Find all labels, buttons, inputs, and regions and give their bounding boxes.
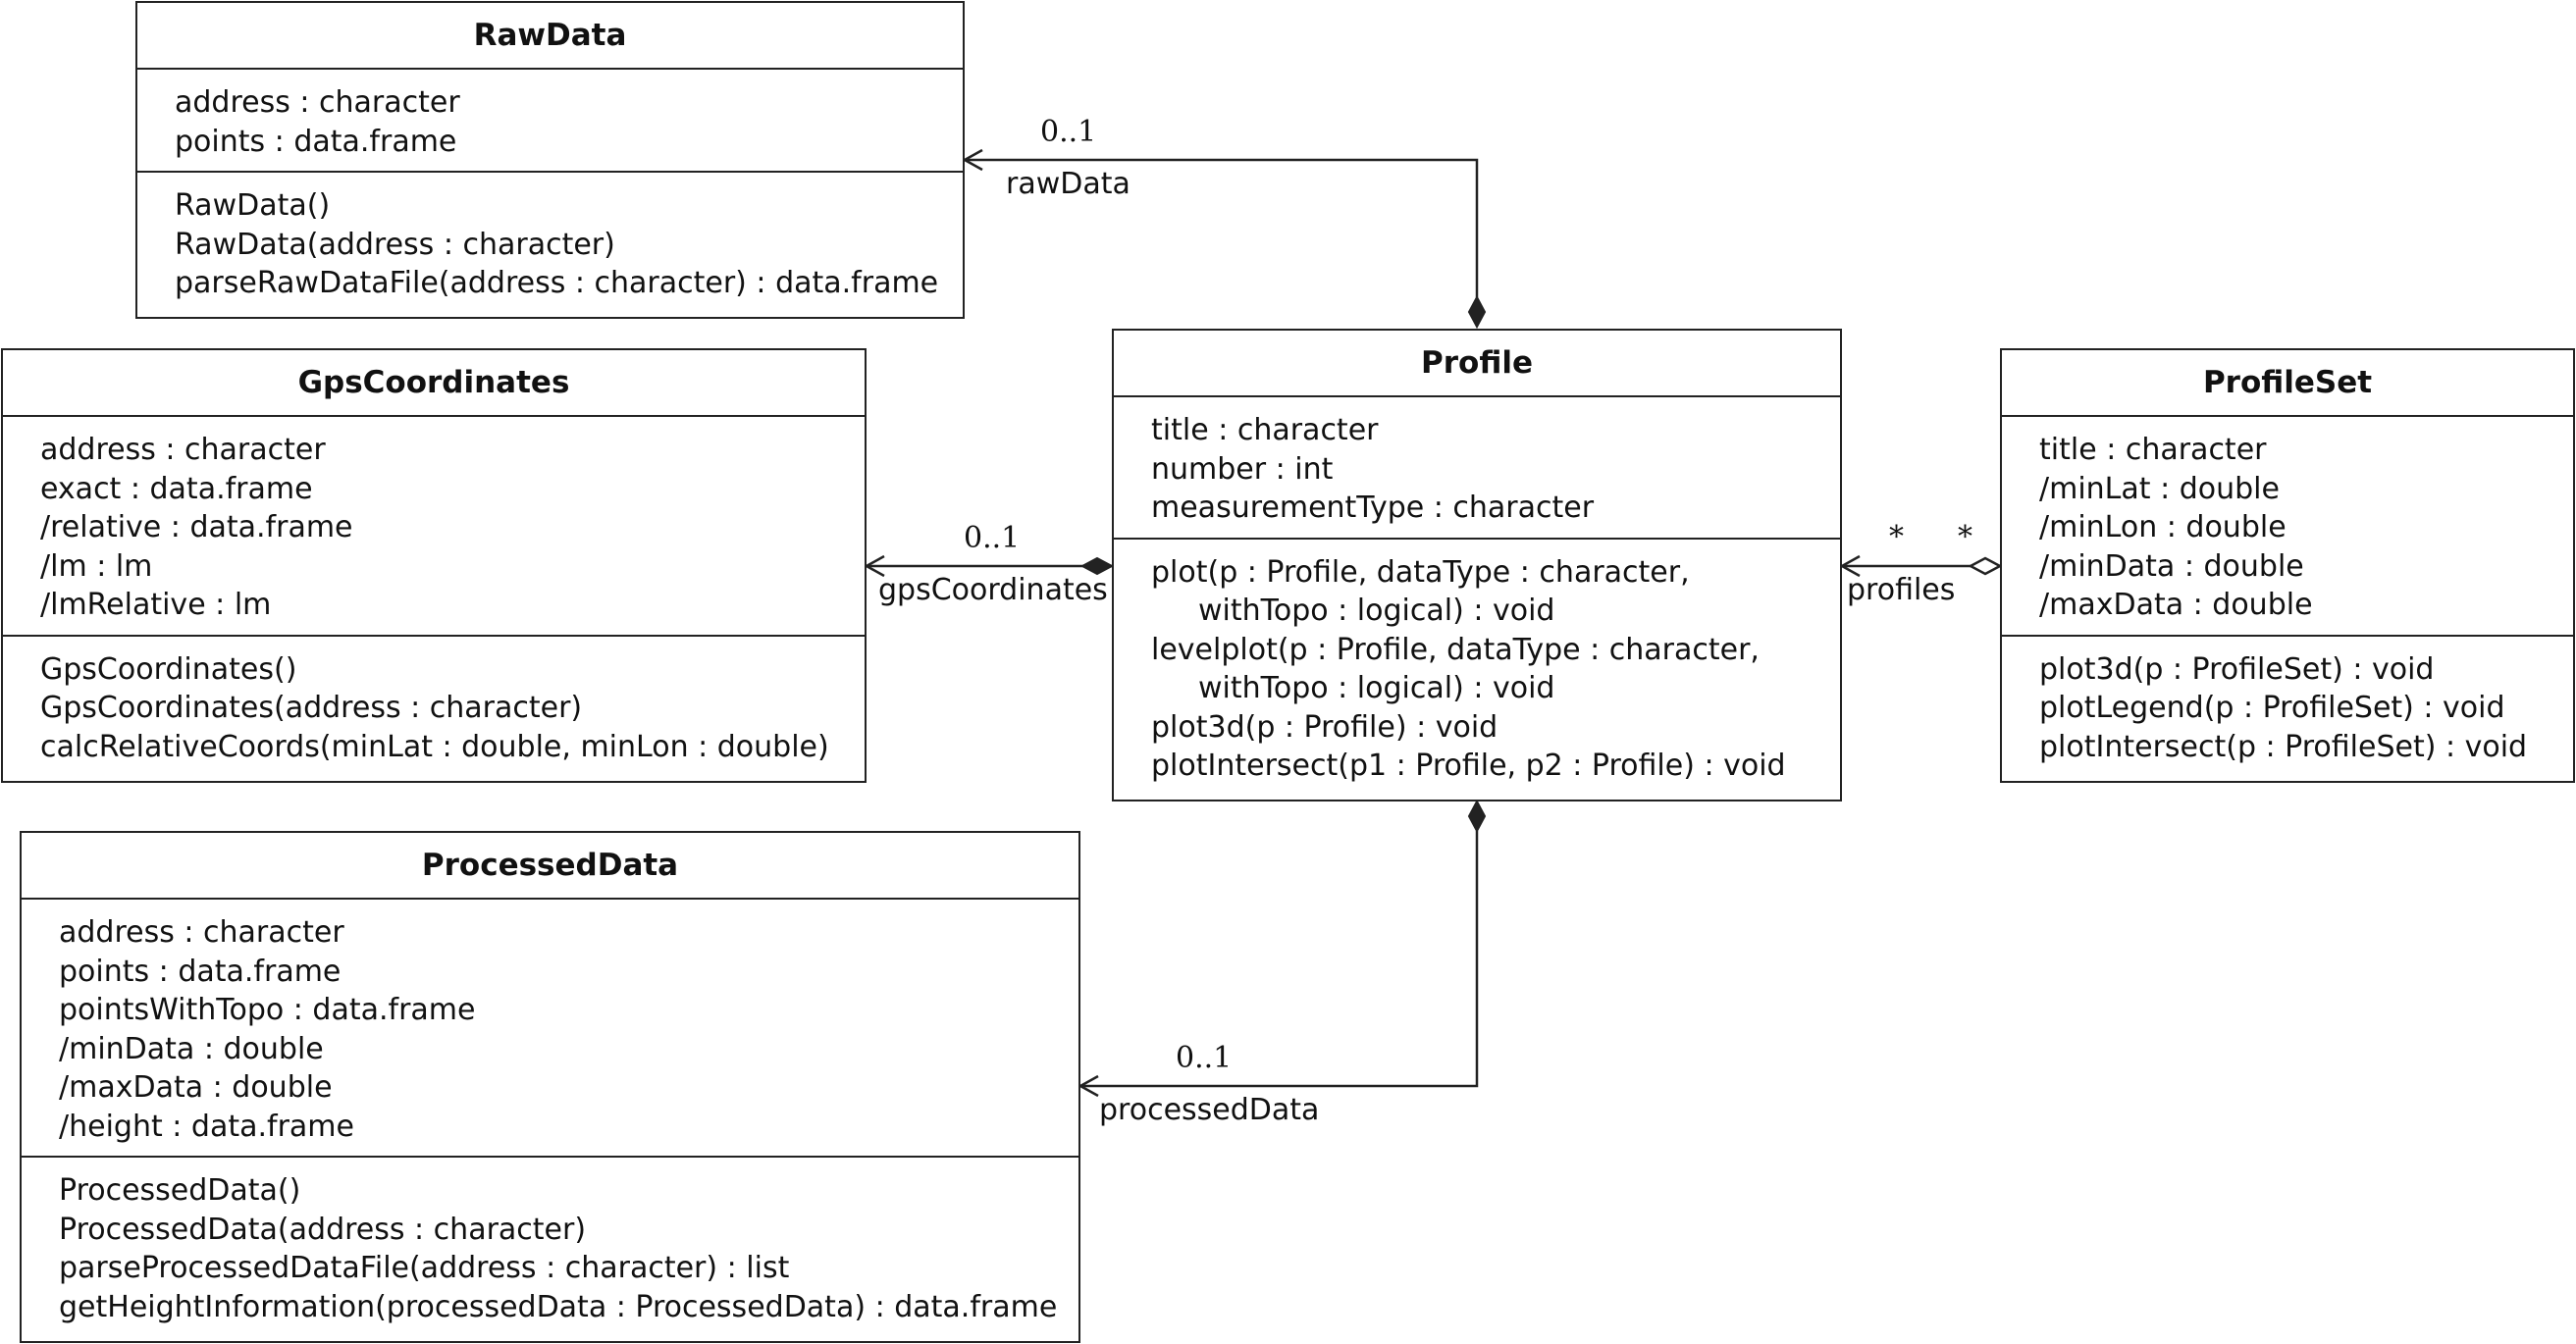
rawdata-multiplicity: 0..1 (1040, 115, 1097, 149)
attribute: number : int (1151, 451, 1334, 487)
attribute: exact : data.frame (40, 471, 313, 506)
operation: plotIntersect(p : ProfileSet) : void (2039, 729, 2528, 764)
attribute: /lmRelative : lm (40, 588, 272, 622)
attribute: points : data.frame (175, 124, 457, 159)
rawdata-role-label: rawData (1006, 167, 1130, 201)
profiles-source-multiplicity: * (1958, 520, 1972, 554)
attribute: /minData : double (2039, 548, 2304, 584)
class-name: GpsCoordinates (3, 350, 865, 417)
operation: levelplot(p : Profile, dataType : character, (1151, 632, 1760, 667)
attribute: /height : data.frame (59, 1109, 354, 1144)
attribute: pointsWithTopo : data.frame (59, 993, 476, 1027)
processed-multiplicity: 0..1 (1176, 1041, 1233, 1075)
class-processeddata (20, 831, 1080, 1343)
attribute: title : character (1151, 413, 1379, 447)
attribute: /minLat : double (2039, 471, 2280, 506)
rawdata-composition-diamond (1469, 297, 1485, 327)
gps-multiplicity: 0..1 (964, 521, 1021, 555)
class-profileset (2000, 348, 2575, 783)
operation: ProcessedData(address : character) (59, 1212, 587, 1247)
processed-role-label: processedData (1099, 1093, 1320, 1127)
class-gpscoordinates (1, 348, 867, 783)
operations-section (2002, 637, 2573, 777)
operation: getHeightInformation(processedData : ProcessedData) : data.frame (59, 1289, 1058, 1324)
attributes-section (22, 900, 1078, 1158)
attributes-section (2002, 417, 2573, 637)
class-name: Profile (1114, 331, 1840, 397)
operations-section (22, 1158, 1078, 1336)
operation: GpsCoordinates() (40, 651, 297, 687)
operations-section (137, 173, 963, 313)
class-profile (1112, 329, 1842, 801)
operations-section (1114, 540, 1840, 796)
operation: parseRawDataFile(address : character) : data.frame (175, 266, 939, 300)
operation: plotLegend(p : ProfileSet) : void (2039, 691, 2505, 725)
operation: GpsCoordinates(address : character) (40, 691, 583, 725)
profiles-aggregation-diamond (1971, 558, 2000, 574)
operation: plot3d(p : ProfileSet) : void (2039, 651, 2435, 687)
gps-composition-diamond (1082, 558, 1112, 574)
operation: plotIntersect(p1 : Profile, p2 : Profile) : void (1151, 749, 1786, 783)
operation: parseProcessedDataFile(address : character) : list (59, 1251, 790, 1285)
class-name: ProfileSet (2002, 350, 2573, 417)
attribute: /maxData : double (2039, 588, 2313, 622)
attributes-section (3, 417, 865, 637)
processed-composition-diamond (1469, 801, 1485, 831)
profiles-role-label: profiles (1847, 573, 1956, 607)
processed-association-line (1080, 831, 1477, 1086)
class-rawdata (135, 1, 965, 319)
operation: ProcessedData() (59, 1173, 301, 1208)
operation: calcRelativeCoords(minLat : double, minLon : double) (40, 729, 829, 764)
class-name: ProcessedData (22, 833, 1078, 900)
operation: RawData(address : character) (175, 227, 615, 262)
operation: plot3d(p : Profile) : void (1151, 709, 1498, 745)
class-name: RawData (137, 3, 963, 70)
gps-role-label: gpsCoordinates (878, 573, 1108, 607)
attribute: /minData : double (59, 1031, 324, 1066)
profiles-target-multiplicity: * (1889, 520, 1904, 554)
attribute: /lm : lm (40, 548, 153, 584)
attribute: measurementType : character (1151, 491, 1595, 525)
attribute: title : character (2039, 433, 2267, 467)
operation: plot(p : Profile, dataType : character, (1151, 554, 1690, 590)
attribute: address : character (59, 915, 344, 950)
attribute: address : character (175, 85, 460, 120)
attribute: points : data.frame (59, 954, 342, 989)
operations-section (3, 637, 865, 777)
operation-continuation: withTopo : logical) : void (1198, 594, 1555, 628)
attribute: /relative : data.frame (40, 510, 353, 544)
attribute: /maxData : double (59, 1070, 333, 1105)
attributes-section (137, 70, 963, 173)
attribute: address : character (40, 433, 326, 467)
attributes-section (1114, 397, 1840, 540)
operation-continuation: withTopo : logical) : void (1198, 671, 1555, 705)
attribute: /minLon : double (2039, 510, 2287, 544)
operation: RawData() (175, 188, 331, 223)
